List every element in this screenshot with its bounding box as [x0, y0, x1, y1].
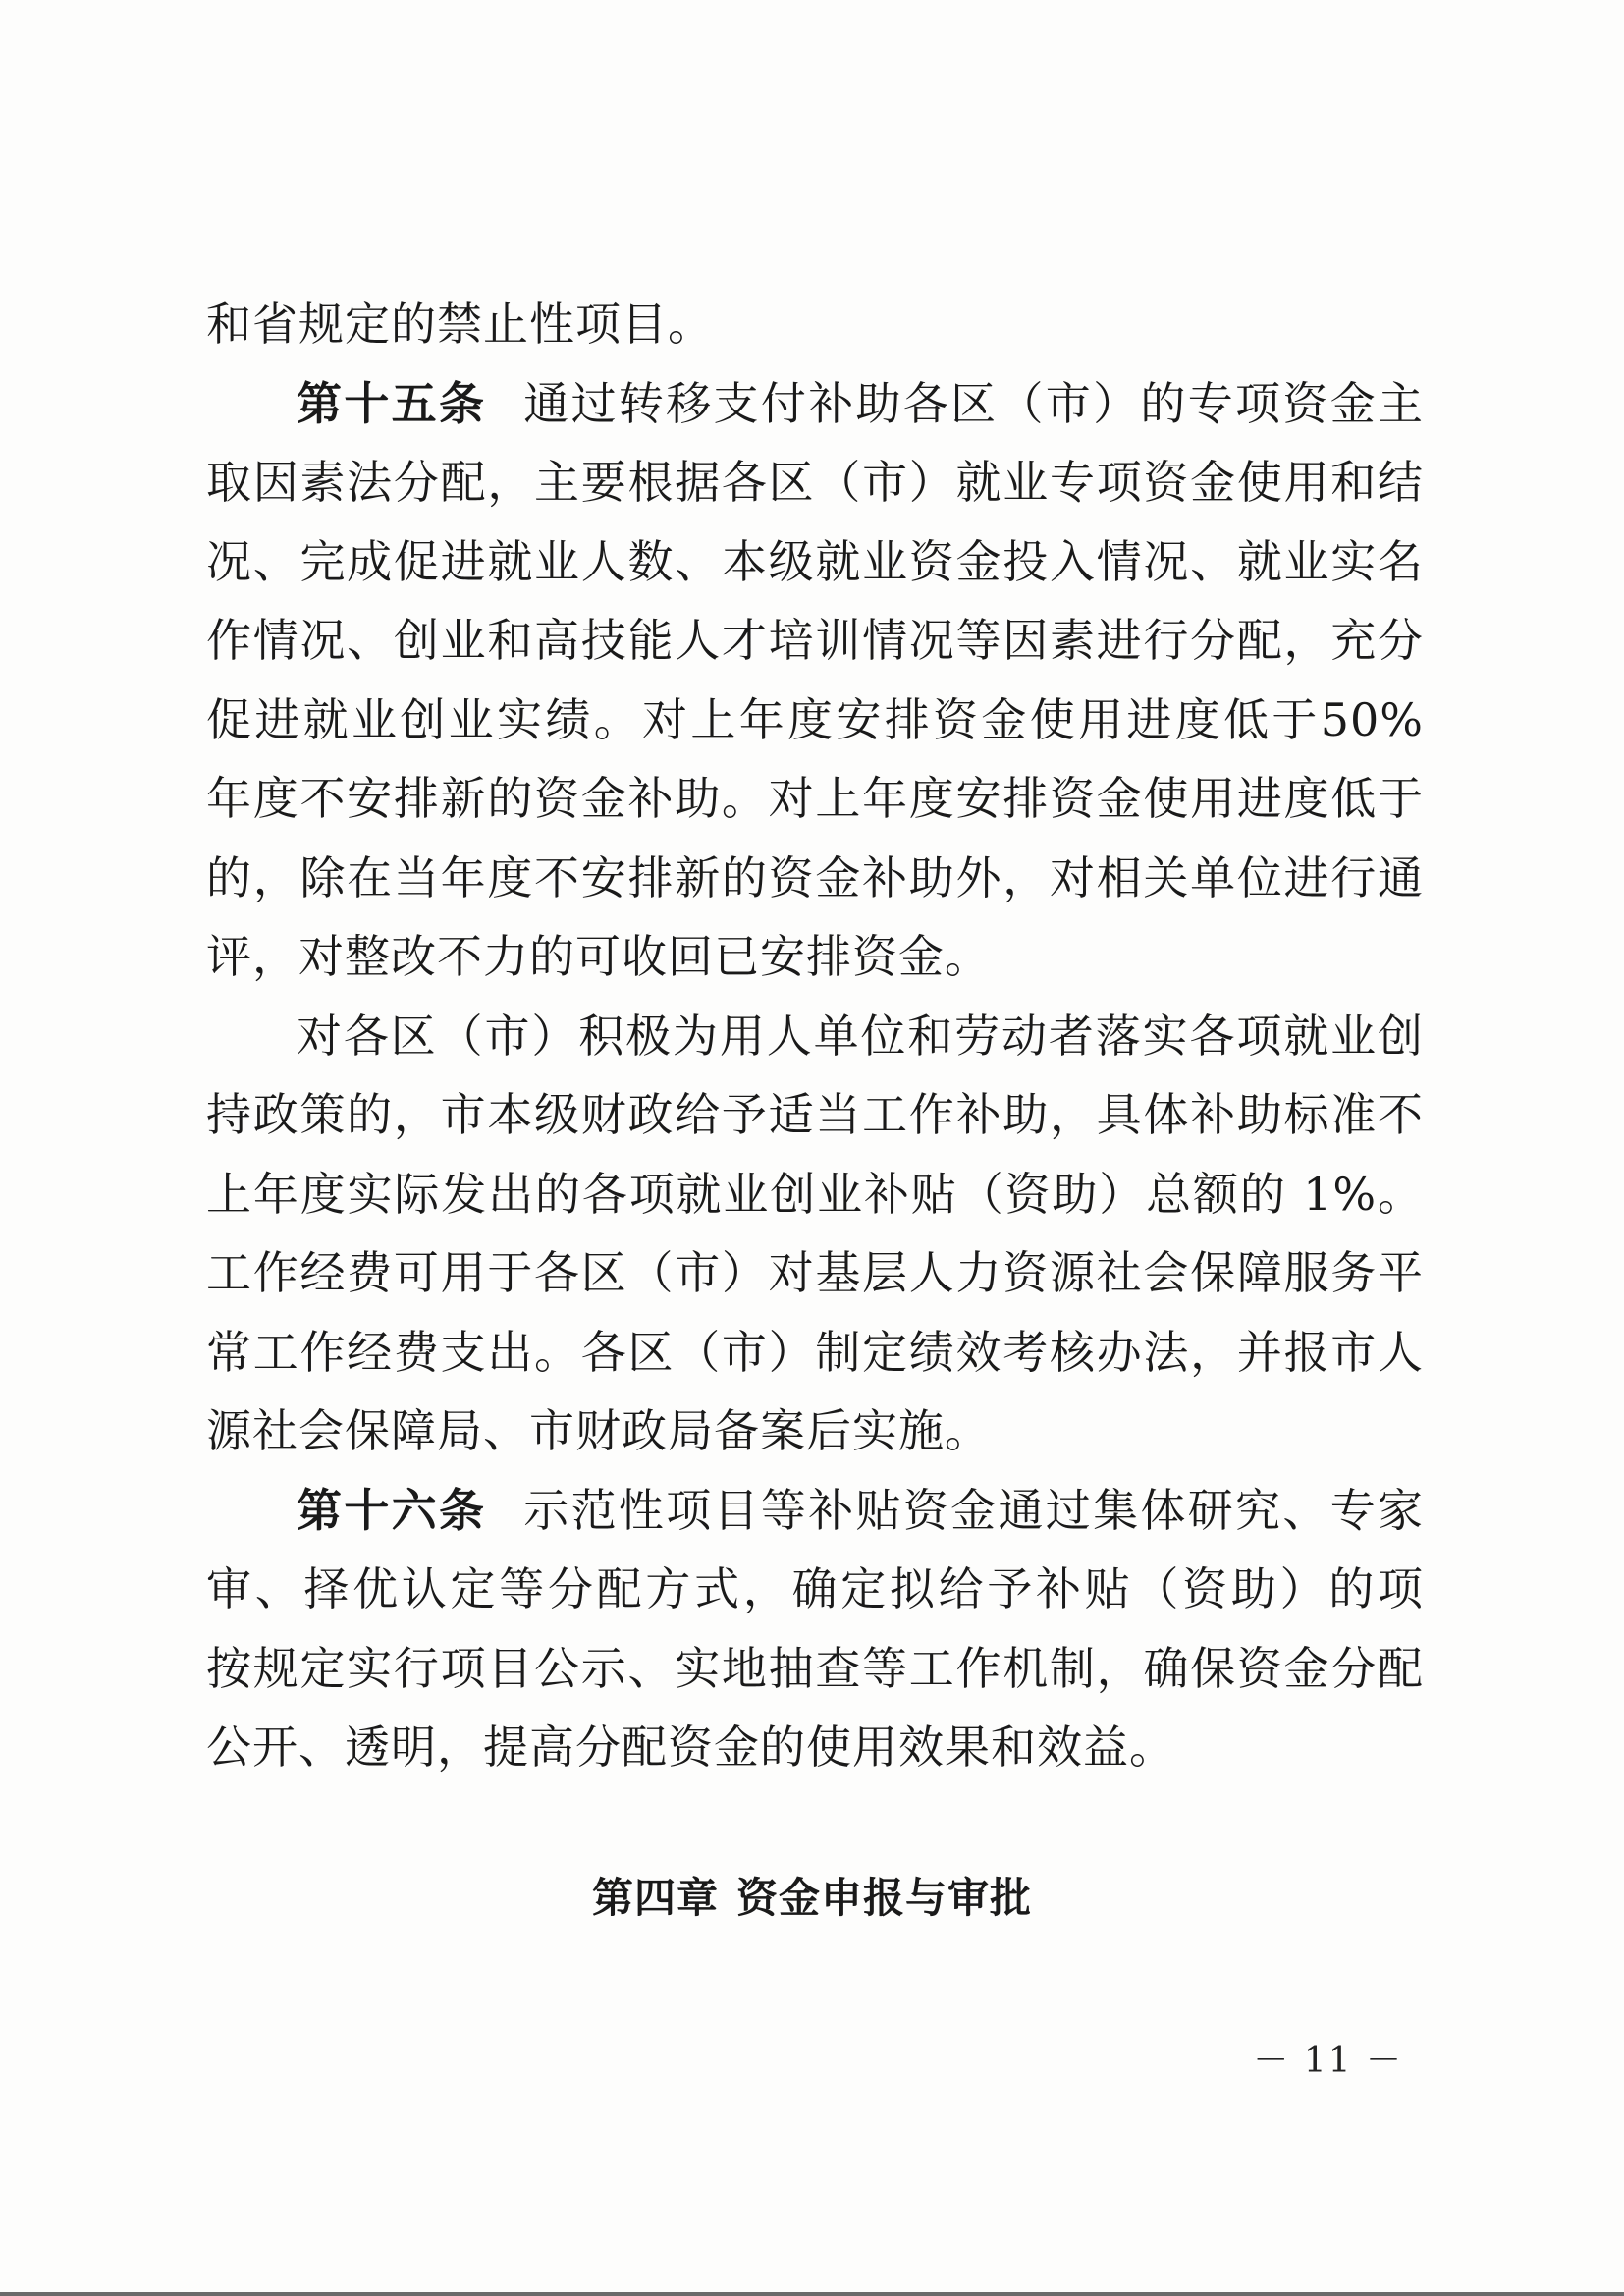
- document-body: [206, 285, 1424, 1787]
- text-line: 按规定实行项目公示、实地抽查等工作机制，确保资金分配: [206, 1641, 1424, 1695]
- text-line: 持政策的，市本级财政给予适当工作补助，具体补助标准不: [206, 1088, 1424, 1141]
- page-number: － 11 －: [1253, 2041, 1403, 2081]
- text-line: 况、完成促进就业人数、本级就业资金投入情况、就业实名: [206, 534, 1424, 588]
- scan-edge-divider: [0, 2292, 1624, 2296]
- text-line: 对各区（市）积极为用人单位和劳动者落实各项就业创: [297, 1009, 1424, 1063]
- text-line: 的，除在当年度不安排新的资金补助外，对相关单位进行通: [206, 850, 1424, 904]
- article-15-label: 第十五条: [297, 376, 487, 430]
- text-line: 源社会保障局、市财政局备案后实施。: [206, 1404, 991, 1457]
- chapter-heading: [0, 1866, 1624, 1925]
- text-line: 促进就业创业实绩。对上年度安排资金使用进度低于50%: [206, 692, 1424, 746]
- chapter-number: 第四章: [591, 1874, 719, 1922]
- chapter-title-text: 资金申报与审批: [736, 1874, 1033, 1922]
- text-line: 作情况、创业和高技能人才培训情况等因素进行分配，充分: [206, 614, 1424, 667]
- text-line: 通过转移支付补助各区（市）的专项资金主: [523, 376, 1424, 430]
- text-line: 工作经费可用于各区（市）对基层人力资源社会保障服务平: [206, 1246, 1424, 1299]
- text-line: 上年度实际发出的各项就业创业补贴（资助）总额的 1%。: [206, 1167, 1424, 1221]
- text-line: 和省规定的禁止性项目。: [206, 298, 714, 351]
- article-15-first-line: [206, 364, 1424, 444]
- text-line: 年度不安排新的资金补助。对上年度安排资金使用进度低于: [206, 772, 1424, 825]
- text-line: 评，对整改不力的可收回已安排资金。: [206, 930, 991, 983]
- text-line: 常工作经费支出。各区（市）制定绩效考核办法，并报市人: [206, 1325, 1424, 1379]
- article-16-first-line: [206, 1471, 1424, 1551]
- text-line: 示范性项目等补贴资金通过集体研究、专家: [523, 1483, 1424, 1537]
- article-16-label: 第十六条: [297, 1483, 487, 1537]
- text-line: 审、择优认定等分配方式，确定拟给予补贴（资助）的项: [206, 1562, 1424, 1615]
- text-line: 公开、透明，提高分配资金的使用效果和效益。: [206, 1721, 1175, 1774]
- text-line: 取因素法分配，主要根据各区（市）就业专项资金使用和结: [206, 456, 1424, 509]
